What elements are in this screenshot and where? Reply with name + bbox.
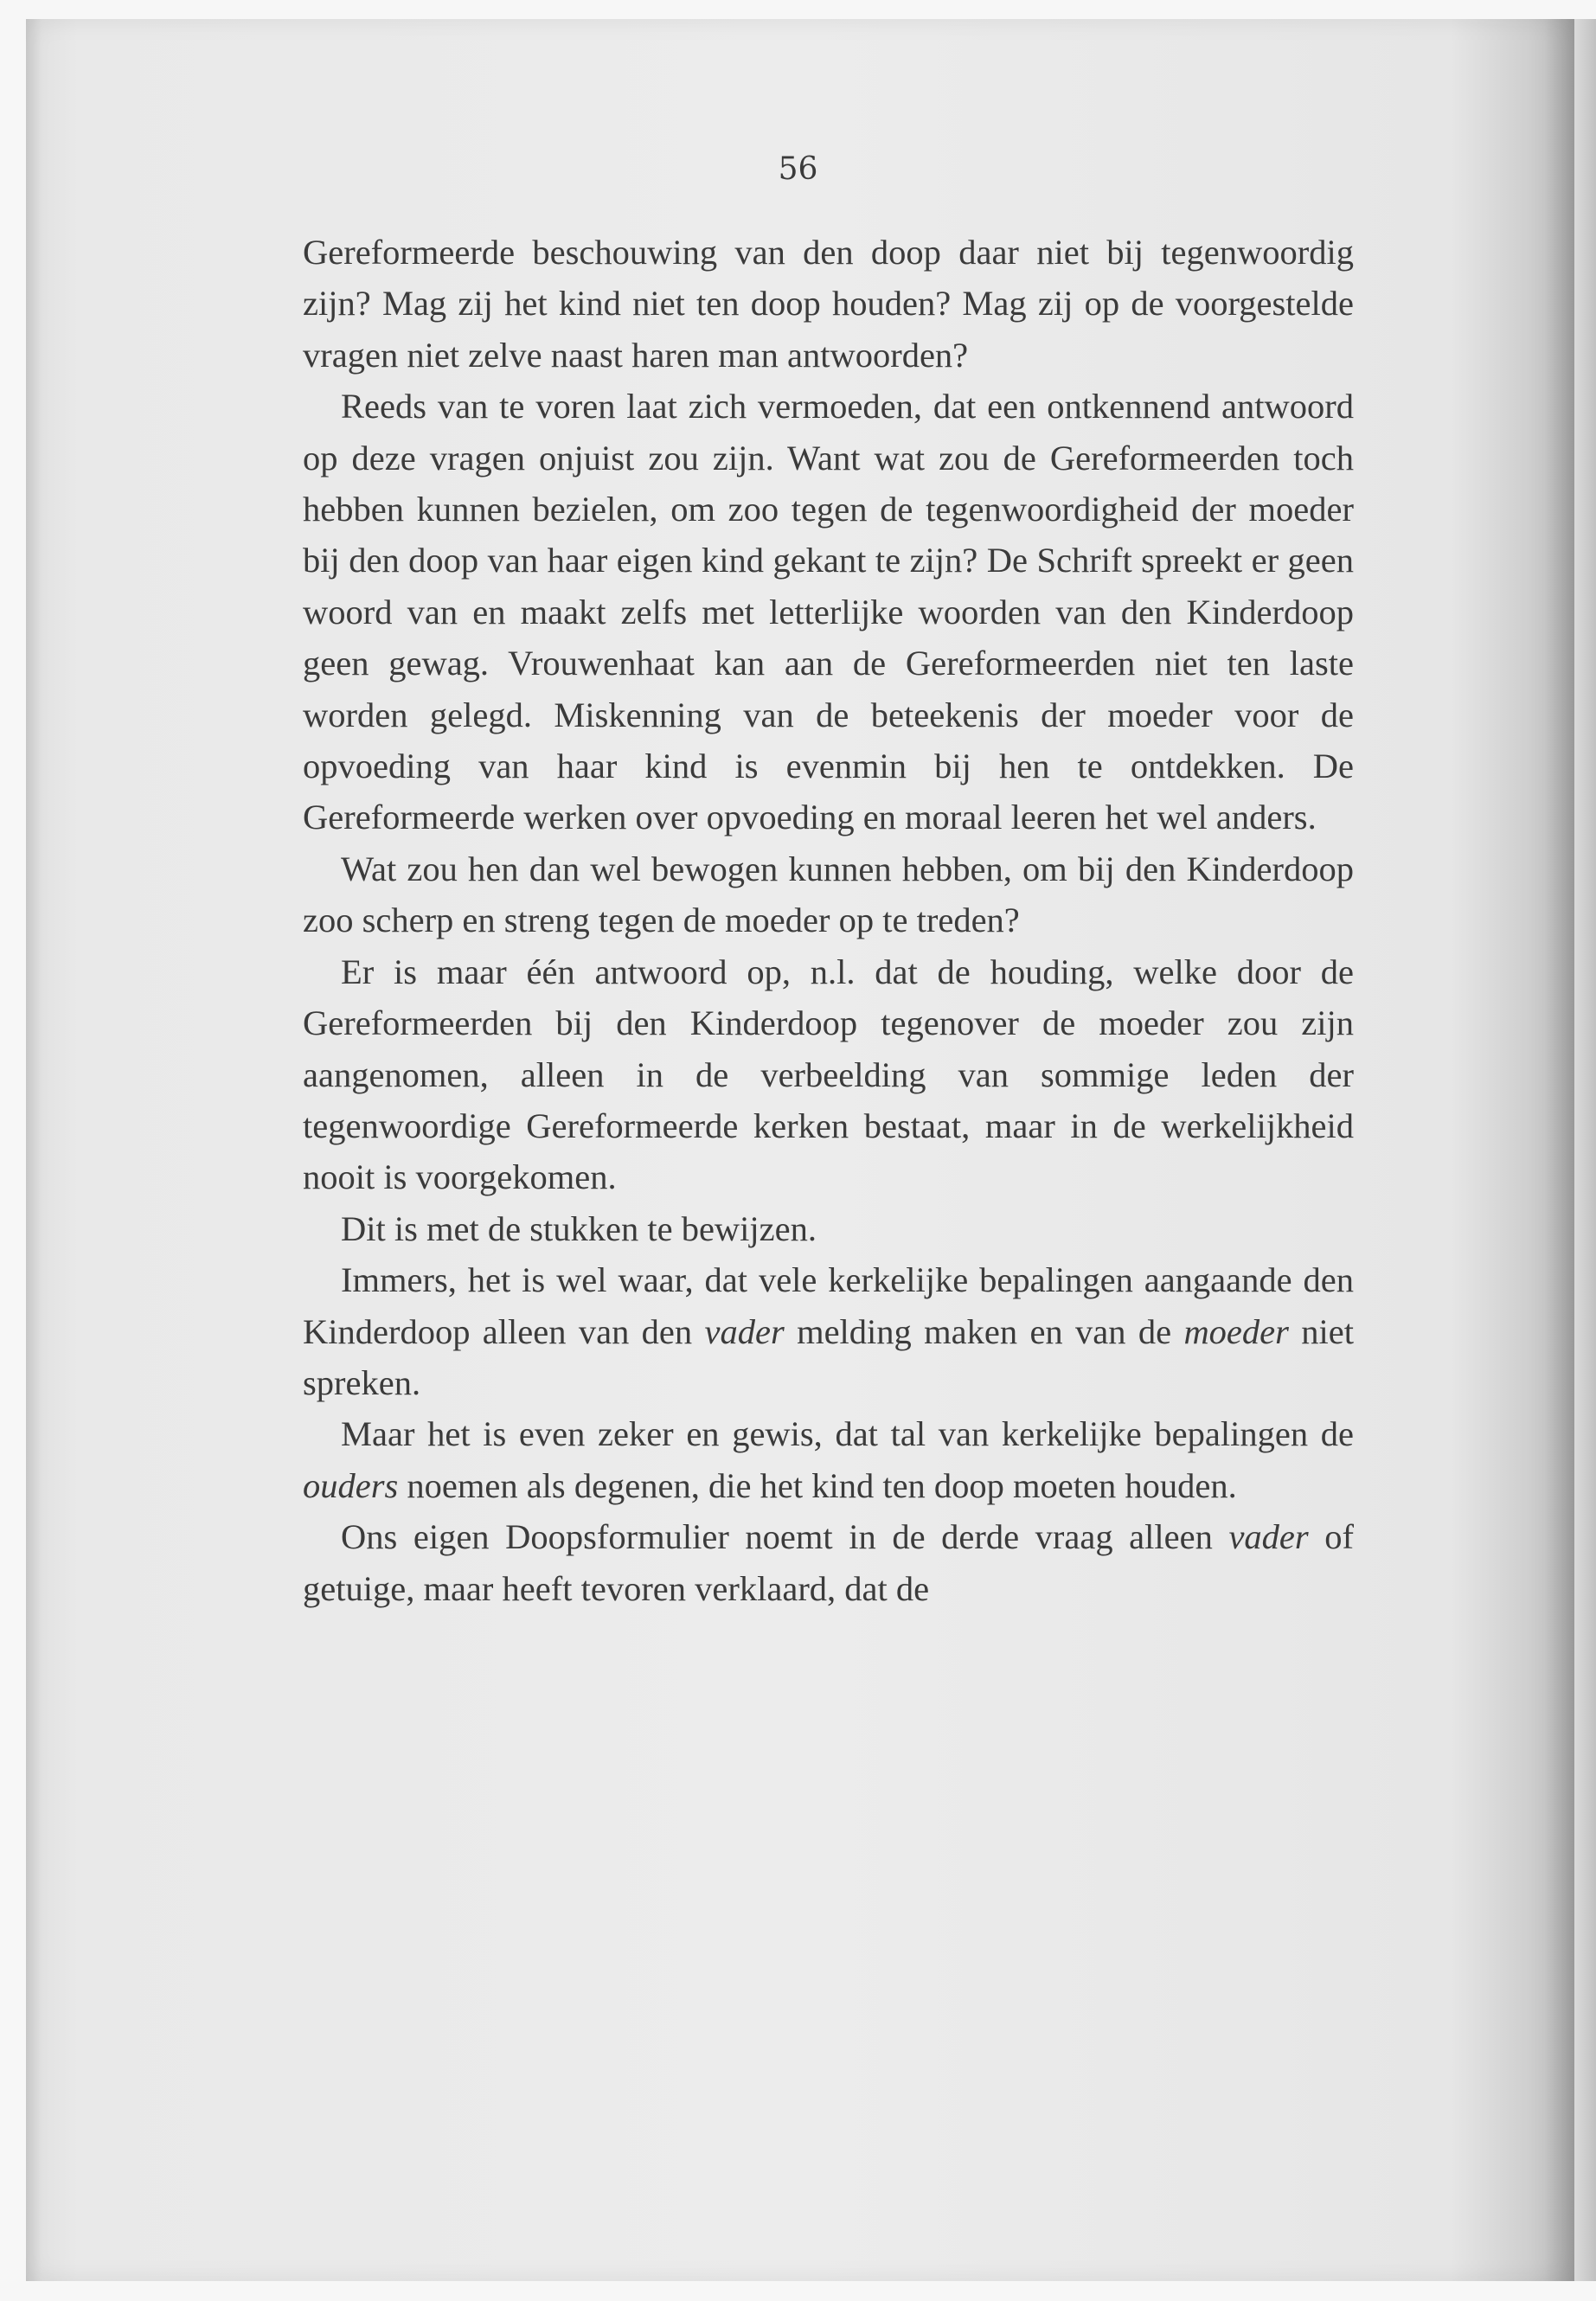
paragraph-7-text-b: noemen als degenen, die het kind ten doop moeten houden. [398, 1465, 1237, 1505]
paragraph-4 [303, 946, 1354, 1203]
paragraph-2-text: Reeds van te voren laat zich vermoeden, dat een ontkennend antwoord op deze vragen onjuist zou zijn. Want wat zou de Gereformeerden toch hebben kunnen bezielen, om zoo tegen de tegenwoordigheid der moeder bij den doop van haar eigen kind gekant te zijn? De Schrift spreekt er geen woord van en maakt zelfs met letterlijke woorden van den Kinderdoop geen gewag. Vrouwenhaat kan aan de Gereformeerden niet ten laste worden gelegd. Miskenning van de beteekenis der moeder voor de opvoeding van haar kind is evenmin bij hen te ontdekken. De Gereformeerde werken over opvoeding en moraal leeren het wel anders. [303, 387, 1354, 837]
paragraph-2 [303, 381, 1354, 843]
paragraph-8-emphasis-vader: vader [1228, 1517, 1309, 1557]
paragraph-8-text-a: Ons eigen Doopsformulier noemt in de derde vraag alleen [341, 1517, 1229, 1557]
paragraph-5 [303, 1203, 1354, 1254]
paragraph-7 [303, 1408, 1354, 1511]
paragraph-6-text-c: niet spreken. [303, 1311, 1354, 1402]
paragraph-7-text-a: Maar het is even zeker en gewis, dat tal van kerkelijke bepalingen de [341, 1414, 1354, 1454]
body-text [303, 227, 1354, 1614]
paragraph-1 [303, 227, 1354, 381]
paragraph-6-text-b: melding maken en van de [784, 1311, 1184, 1351]
paragraph-8 [303, 1511, 1354, 1614]
paragraph-6 [303, 1254, 1354, 1408]
paragraph-8-text-b: of getuige, maar heeft tevoren verklaard, dat de [303, 1517, 1354, 1608]
paragraph-6-emphasis-vader: vader [704, 1311, 785, 1351]
paragraph-7-emphasis-ouders: ouders [303, 1465, 399, 1505]
paragraph-5-text: Dit is met de stukken te bewijzen. [341, 1208, 817, 1248]
paragraph-3-text: Wat zou hen dan wel bewogen kunnen hebben, om bij den Kinderdoop zoo scherp en streng tegen de moeder op te treden? [303, 849, 1354, 940]
paragraph-4-text: Er is maar één antwoord op, n.l. dat de houding, welke door de Gereformeerden bij den Kinderdoop tegenover de moeder zou zijn aangenomen, alleen in de verbeelding van sommige leden der tegenwoordige Gereformeerde kerken bestaat, maar in de werkelijkheid nooit is voorgekomen. [303, 952, 1354, 1197]
paragraph-3 [303, 843, 1354, 946]
page-number: 56 [778, 151, 818, 187]
paragraph-6-text-a: Immers, het is wel waar, dat vele kerkelijke bepalingen aangaande den Kinderdoop alleen van den [303, 1260, 1354, 1351]
paragraph-6-emphasis-moeder: moeder [1183, 1311, 1289, 1351]
paragraph-1-text: Gereformeerde beschouwing van den doop daar niet bij tegenwoordig zijn? Mag zij het kind niet ten doop houden? Mag zij op de voorgestelde vragen niet zelve naast haren man antwoorden? [303, 233, 1354, 375]
